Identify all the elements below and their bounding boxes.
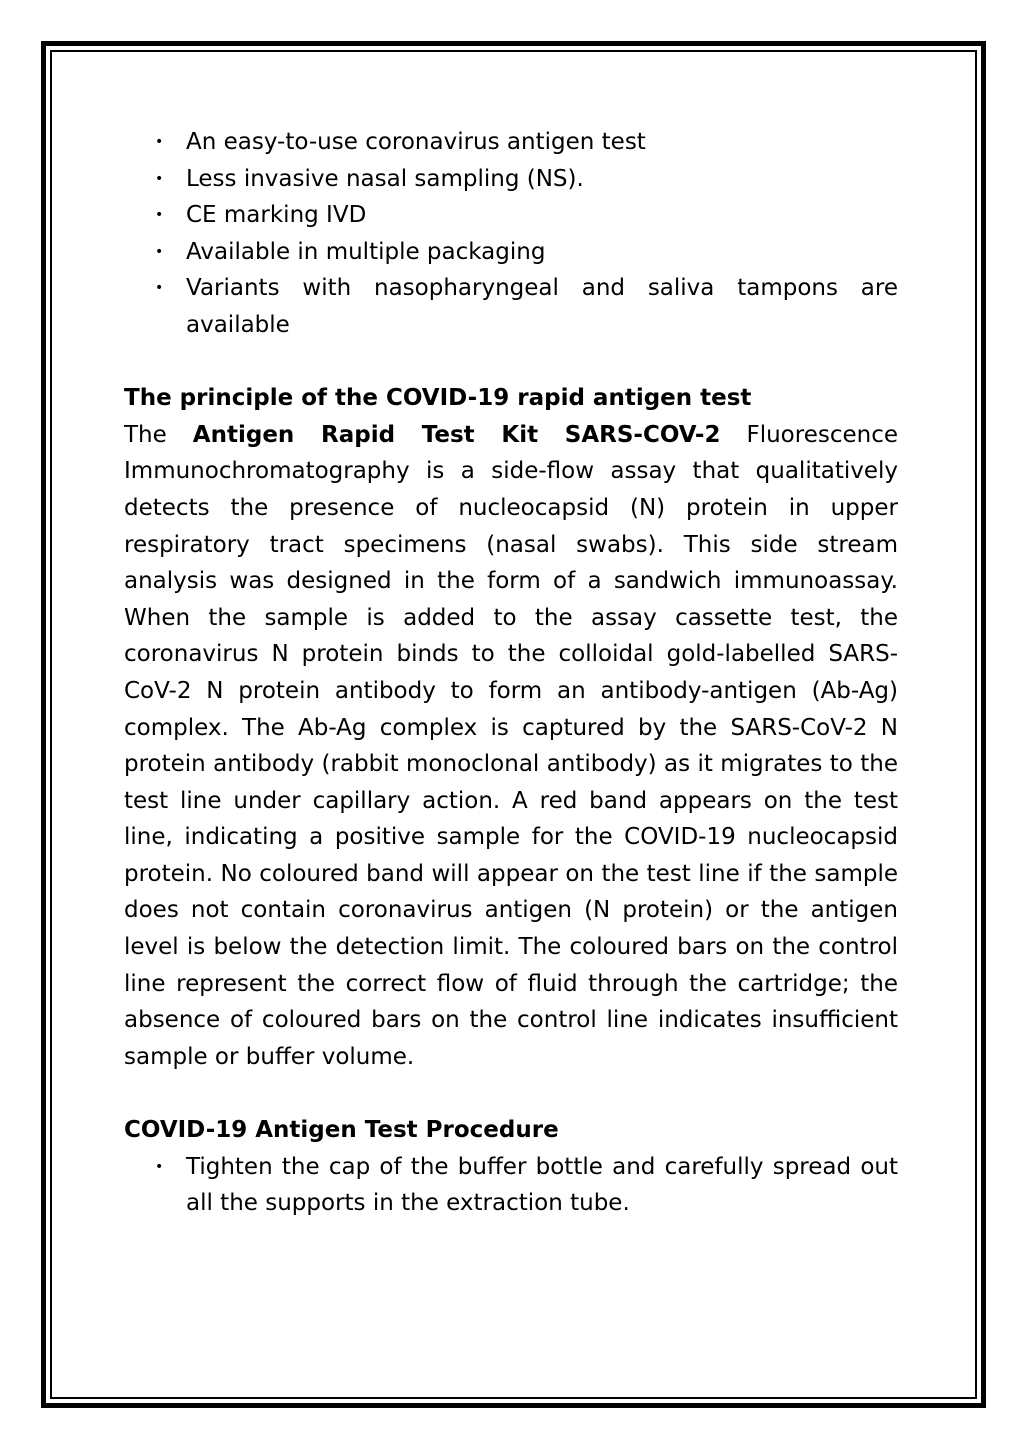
principle-paragraph — [124, 417, 898, 1076]
feature-item: • An easy-to-use coronavirus antigen test — [186, 124, 898, 161]
procedure-steps — [124, 1149, 898, 1222]
feature-item: • Less invasive nasal sampling (NS). — [186, 161, 898, 198]
feature-item: • Available in multiple packaging — [186, 234, 898, 271]
blank-line — [124, 1075, 898, 1112]
procedure-step: • Tighten the cap of the buffer bottle and carefully spread out all the supports in the extraction tube. — [186, 1149, 898, 1222]
blank-line — [124, 344, 898, 381]
principle-body: Fluorescence Immunochromatography is a side-flow assay that qualitatively detects the presence of nucleocapsid (N) protein in upper respiratory tract specimens (nasal swabs). This side stream analysis was designed in the form of a sandwich immunoassay. When the sample is added to the assay cassette test, the coronavirus N protein binds to the colloidal gold-labelled SARS-CoV-2 N protein antibody to form an antibody-antigen (Ab-Ag) complex. The Ab-Ag complex is captured by the SARS-CoV-2 N protein antibody (rabbit monoclonal antibody) as it migrates to the test line under capillary action. A red band appears on the test line, indicating a positive sample for the COVID-19 nucleocapsid protein. No coloured band will appear on the test line if the sample does not contain coronavirus antigen (N protein) or the antigen level is below the detection limit. The coloured bars on the control line represent the correct flow of fluid through the cartridge; the absence of coloured bars on the control line indicates insufficient sample or buffer volume. — [124, 421, 899, 1070]
feature-list — [124, 124, 898, 344]
document-body — [124, 124, 898, 1222]
feature-item: • CE marking IVD — [186, 197, 898, 234]
principle-heading: The principle of the COVID-19 rapid antigen test — [124, 385, 752, 412]
principle-intro: The — [124, 421, 193, 448]
procedure-heading: COVID-19 Antigen Test Procedure — [124, 1117, 559, 1144]
feature-item: • Variants with nasopharyngeal and saliva tampons are available — [186, 270, 898, 343]
product-name: Antigen Rapid Test Kit SARS-COV-2 — [192, 421, 721, 448]
